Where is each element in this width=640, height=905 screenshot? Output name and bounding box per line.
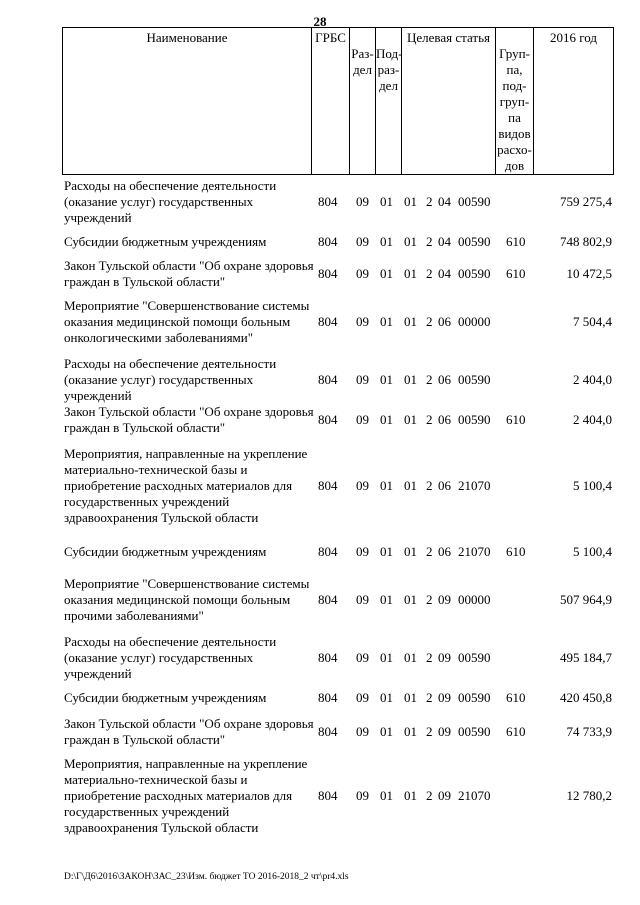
row-pr: 01 (380, 724, 393, 739)
row-cs2: 2 (426, 650, 433, 665)
row-sum: 748 802,9 (560, 234, 612, 249)
row-cs1: 01 (404, 234, 417, 249)
row-pr: 01 (380, 234, 393, 249)
row-pr: 01 (380, 592, 393, 607)
row-cs2: 2 (426, 314, 433, 329)
row-cs2: 2 (426, 412, 433, 427)
row-sum: 507 964,9 (560, 592, 612, 607)
row-grbs: 804 (318, 194, 338, 209)
row-cs4: 00590 (458, 234, 491, 249)
row-cs2: 2 (426, 788, 433, 803)
row-sum: 759 275,4 (560, 194, 612, 209)
row-pr: 01 (380, 690, 393, 705)
row-pr: 01 (380, 314, 393, 329)
page-number: 28 (313, 14, 327, 29)
header-name-label: Наименование (146, 30, 228, 45)
row-name: Закон Тульской области "Об охране здоровья граждан в Тульской области" (64, 404, 314, 435)
header-podrazdel-label: Под- раз- дел (376, 46, 403, 93)
row-cs1: 01 (404, 544, 417, 559)
row-grbs: 804 (318, 724, 338, 739)
row-sum: 495 184,7 (560, 650, 612, 665)
row-sum: 10 472,5 (566, 266, 612, 281)
row-pr: 01 (380, 194, 393, 209)
row-rz: 09 (356, 266, 369, 281)
row-cs3: 06 (438, 314, 451, 329)
row-vr: 610 (506, 412, 526, 427)
row-cs2: 2 (426, 690, 433, 705)
row-vr: 610 (506, 690, 526, 705)
row-rz: 09 (356, 592, 369, 607)
row-sum: 74 733,9 (566, 724, 612, 739)
row-rz: 09 (356, 412, 369, 427)
row-cs4: 00590 (458, 690, 491, 705)
header-grbs (311, 28, 349, 174)
row-sum: 5 100,4 (573, 544, 612, 559)
row-cs4: 00000 (458, 592, 491, 607)
row-grbs: 804 (318, 544, 338, 559)
row-rz: 09 (356, 650, 369, 665)
header-grbs-label: ГРБС (315, 30, 346, 45)
row-grbs: 804 (318, 650, 338, 665)
row-rz: 09 (356, 372, 369, 387)
row-cs3: 09 (438, 592, 451, 607)
row-cs4: 00590 (458, 650, 491, 665)
row-sum: 7 504,4 (573, 314, 612, 329)
row-cs2: 2 (426, 372, 433, 387)
header-razdel-label: Раз- дел (351, 46, 374, 77)
row-cs3: 06 (438, 412, 451, 427)
row-name: Субсидии бюджетным учреждениям (64, 690, 267, 705)
row-vr: 610 (506, 266, 526, 281)
row-cs4: 21070 (458, 478, 491, 493)
row-rz: 09 (356, 788, 369, 803)
file-path-footer: D:\Г\Д6\2016\ЗАКОН\ЗАС_23\Изм. бюджет ТО 2016-2018_2 чт\pr4.xls (64, 872, 349, 882)
row-sum: 2 404,0 (573, 372, 612, 387)
row-cs3: 06 (438, 544, 451, 559)
row-cs3: 09 (438, 724, 451, 739)
row-pr: 01 (380, 266, 393, 281)
row-cs1: 01 (404, 690, 417, 705)
row-cs2: 2 (426, 592, 433, 607)
row-name: Мероприятия, направленные на укрепление материально-технической базы и приобретение расходных материалов для государственных учреждений здравоохранения Тульской области (64, 446, 308, 525)
row-rz: 09 (356, 544, 369, 559)
row-grbs: 804 (318, 412, 338, 427)
header-year-label: 2016 год (550, 30, 597, 45)
row-rz: 09 (356, 314, 369, 329)
row-cs1: 01 (404, 266, 417, 281)
row-name: Расходы на обеспечение деятельности (оказание услуг) государственных учреждений (64, 178, 277, 225)
header-group (495, 28, 533, 174)
row-rz: 09 (356, 724, 369, 739)
row-vr: 610 (506, 544, 526, 559)
row-cs2: 2 (426, 234, 433, 249)
row-cs3: 04 (438, 234, 451, 249)
row-name: Мероприятие "Совершенствование системы оказания медицинской помощи больным онкологическими заболеваниями" (64, 298, 310, 345)
row-name: Расходы на обеспечение деятельности (оказание услуг) государственных учреждений (64, 356, 277, 403)
row-cs3: 09 (438, 650, 451, 665)
row-pr: 01 (380, 478, 393, 493)
row-cs4: 00590 (458, 412, 491, 427)
row-pr: 01 (380, 412, 393, 427)
row-grbs: 804 (318, 690, 338, 705)
row-cs1: 01 (404, 478, 417, 493)
row-cs4: 00590 (458, 372, 491, 387)
header-razdel (349, 28, 375, 174)
row-cs1: 01 (404, 194, 417, 209)
row-pr: 01 (380, 650, 393, 665)
row-vr: 610 (506, 234, 526, 249)
row-cs4: 00590 (458, 194, 491, 209)
header-group-label: Груп- па, под- груп- па видов расхо- дов (497, 46, 532, 173)
header-target (401, 28, 495, 174)
row-name: Закон Тульской области "Об охране здоровья граждан в Тульской области" (64, 716, 314, 747)
row-sum: 2 404,0 (573, 412, 612, 427)
row-name: Расходы на обеспечение деятельности (оказание услуг) государственных учреждений (64, 634, 277, 681)
row-name: Мероприятия, направленные на укрепление материально-технической базы и приобретение расходных материалов для государственных учреждений здравоохранения Тульской области (64, 756, 308, 835)
row-cs3: 04 (438, 266, 451, 281)
row-grbs: 804 (318, 372, 338, 387)
table-header (62, 27, 614, 175)
row-cs1: 01 (404, 592, 417, 607)
row-name: Субсидии бюджетным учреждениям (64, 544, 267, 559)
row-name: Закон Тульской области "Об охране здоровья граждан в Тульской области" (64, 258, 314, 289)
row-cs3: 06 (438, 478, 451, 493)
row-cs2: 2 (426, 724, 433, 739)
row-cs1: 01 (404, 788, 417, 803)
row-pr: 01 (380, 544, 393, 559)
row-grbs: 804 (318, 266, 338, 281)
row-name: Субсидии бюджетным учреждениям (64, 234, 267, 249)
row-cs2: 2 (426, 194, 433, 209)
row-grbs: 804 (318, 478, 338, 493)
header-name (63, 28, 311, 174)
row-cs3: 09 (438, 690, 451, 705)
row-sum: 420 450,8 (560, 690, 612, 705)
row-cs1: 01 (404, 724, 417, 739)
row-rz: 09 (356, 194, 369, 209)
row-name: Мероприятие "Совершенствование системы оказания медицинской помощи больным прочими заболеваниями" (64, 576, 310, 623)
header-target-label: Целевая статья (406, 30, 490, 45)
row-cs3: 06 (438, 372, 451, 387)
row-cs4: 00590 (458, 724, 491, 739)
row-pr: 01 (380, 788, 393, 803)
row-cs4: 21070 (458, 788, 491, 803)
row-vr: 610 (506, 724, 526, 739)
row-cs1: 01 (404, 650, 417, 665)
row-cs4: 21070 (458, 544, 491, 559)
row-cs4: 00590 (458, 266, 491, 281)
row-cs2: 2 (426, 266, 433, 281)
row-rz: 09 (356, 234, 369, 249)
row-cs3: 04 (438, 194, 451, 209)
row-cs2: 2 (426, 478, 433, 493)
row-rz: 09 (356, 478, 369, 493)
row-cs1: 01 (404, 314, 417, 329)
row-cs2: 2 (426, 544, 433, 559)
row-rz: 09 (356, 690, 369, 705)
row-cs1: 01 (404, 372, 417, 387)
row-cs1: 01 (404, 412, 417, 427)
row-grbs: 804 (318, 592, 338, 607)
row-grbs: 804 (318, 314, 338, 329)
row-cs3: 09 (438, 788, 451, 803)
row-sum: 5 100,4 (573, 478, 612, 493)
row-cs4: 00000 (458, 314, 491, 329)
row-sum: 12 780,2 (566, 788, 612, 803)
header-podrazdel (375, 28, 401, 174)
header-year (533, 28, 613, 174)
row-grbs: 804 (318, 234, 338, 249)
row-pr: 01 (380, 372, 393, 387)
row-grbs: 804 (318, 788, 338, 803)
